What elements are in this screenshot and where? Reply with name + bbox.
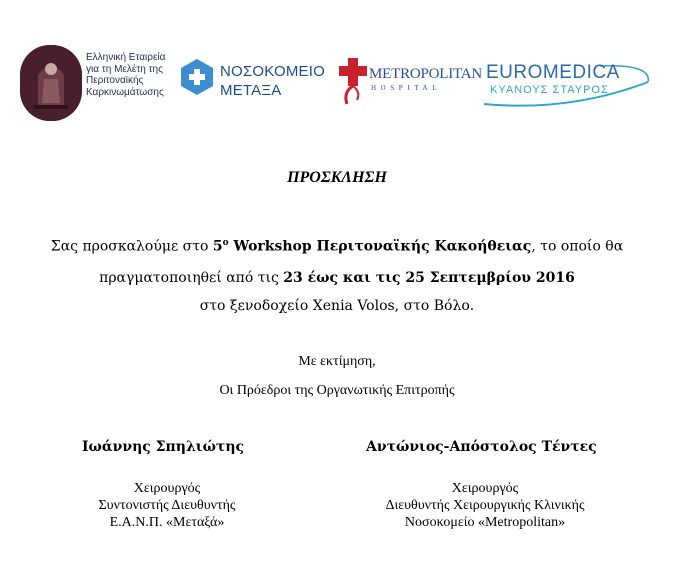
society-name-line: για τη Μελέτη της — [86, 63, 163, 75]
signatory-details — [355, 480, 615, 531]
signatory-title: Ε.Α.Ν.Π. «Μεταξά» — [109, 515, 225, 530]
signatory-title: Διευθυντής Χειρουργικής Κλινικής — [385, 498, 585, 513]
event-name: Workshop Περιτοναϊκής Κακοήθειας — [228, 238, 532, 255]
hexagon-cross-icon — [180, 58, 214, 96]
signatory-name: Ιωάννης Σπηλιώτης — [82, 439, 245, 455]
signatory-title: Νοσοκομείο «Metropolitan» — [404, 515, 566, 530]
red-cross-icon — [337, 52, 369, 106]
society-name-line: Ελληνική Εταιρεία — [86, 52, 166, 63]
closing-regards: Με εκτίμηση, — [298, 354, 376, 369]
society-name — [86, 52, 178, 98]
signatory-title: Συντονιστής Διευθυντής — [98, 498, 236, 513]
invitation-line-2 — [0, 270, 674, 286]
edition-number: 5 — [212, 238, 223, 255]
euromedica-line2: ΚΥΑΝΟΥΣ ΣΤΑΥΡΟΣ — [490, 84, 609, 96]
society-name-line: Καρκινωμάτωσης — [86, 86, 164, 98]
society-emblem-icon — [20, 45, 82, 121]
signatory-name: Αντώνιος-Απόστολος Τέντες — [366, 439, 597, 455]
page-title: ΠΡΟΣΚΛΗΣΗ — [287, 169, 387, 186]
invitation-line-3: στο ξενοδοχείο Xenia Volos, στο Βόλο. — [199, 298, 475, 314]
metaxa-line1: ΝΟΣΟΚΟΜΕΙΟ — [220, 63, 325, 80]
event-dates: 23 έως και τις 25 Σεπτεμβρίου 2016 — [283, 270, 575, 286]
signatory-title: Χειρουργός — [133, 481, 201, 496]
invitation-text: Σας προσκαλούμε στο — [50, 238, 213, 255]
invitation-text: πραγματοποιηθεί από τις — [99, 270, 284, 286]
closing-presidents: Οι Πρόεδροι της Οργανωτικής Επιτροπής — [219, 383, 455, 398]
signatory-title: Χειρουργός — [451, 481, 519, 496]
metropolitan-line2: HOSPITAL — [371, 84, 442, 92]
society-name-line: Περιτοναϊκής — [86, 75, 144, 86]
metaxa-line2: ΜΕΤΑΞΑ — [220, 82, 282, 99]
invitation-text: , το οποίο θα — [531, 238, 624, 255]
metaxa-logo-text — [220, 62, 325, 100]
metropolitan-line1: METROPOLITAN — [369, 66, 483, 82]
invitation-line-1 — [0, 238, 674, 255]
euromedica-line1: EUROMEDICA — [486, 62, 620, 83]
signatory-details — [64, 480, 270, 531]
edition-ordinal: ο — [222, 238, 229, 248]
